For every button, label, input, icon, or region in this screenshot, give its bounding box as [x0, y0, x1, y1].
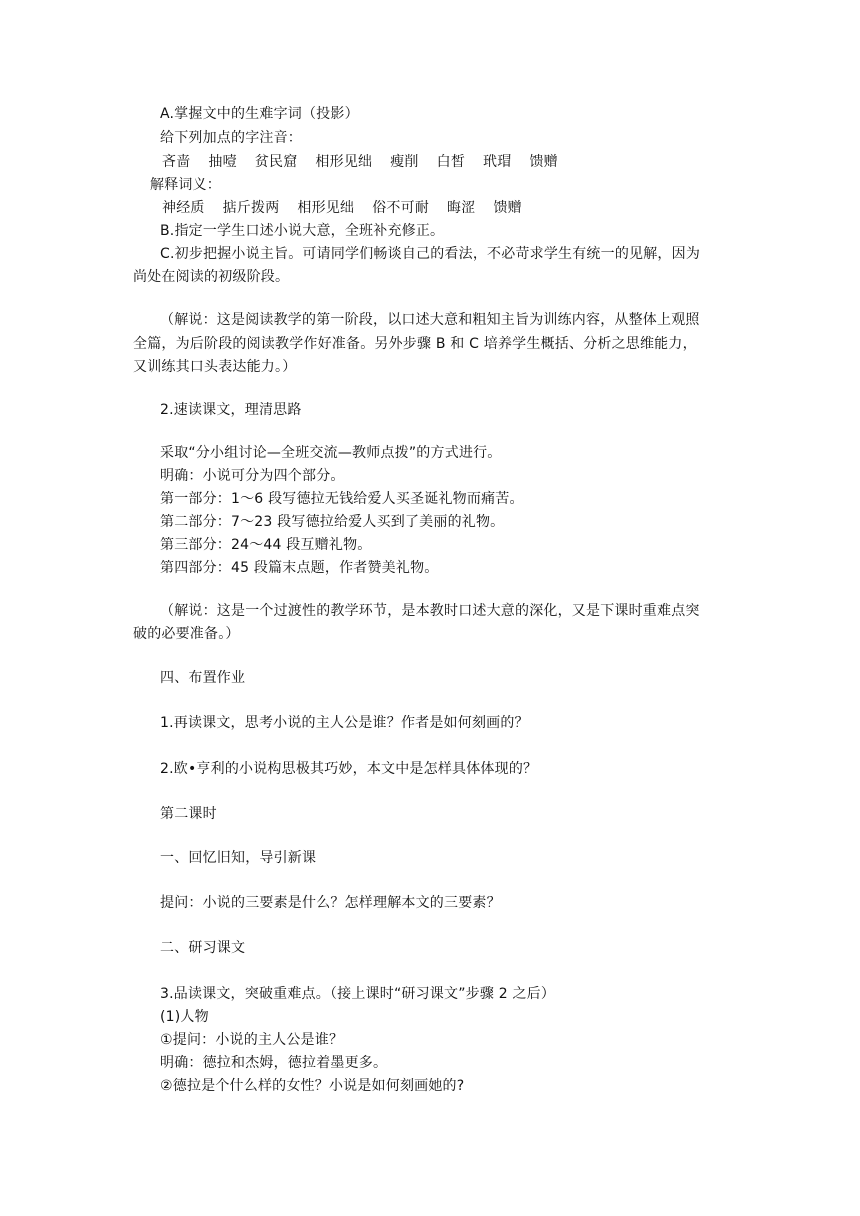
section-heading: 2.速读课文，理清思路: [160, 402, 302, 418]
pinyin-word-list: [162, 152, 576, 172]
vocab-word: 神经质: [162, 200, 205, 216]
text-line: （解说：这是阅读教学的第一阶段，以口述大意和粗知主旨为训练内容，从整体上观照: [160, 312, 700, 328]
text-line: 第四部分：45 段篇末点题，作者赞美礼物。: [160, 560, 439, 576]
pinyin-word: 贫民窟: [254, 154, 298, 170]
vocab-word: 晦涩: [447, 200, 476, 216]
text-line: 采取“分小组讨论—全班交流—教师点拨”的方式进行。: [160, 445, 502, 461]
text-line: C.初步把握小说主旨。可请同学们畅谈自己的看法，不必苛求学生有统一的见解，因为: [160, 246, 701, 262]
text-line: 3.品读课文，突破重难点。（接上课时“研习课文”步骤 2 之后）: [160, 986, 556, 1002]
text-line: 又训练其口头表达能力。）: [133, 359, 297, 375]
pinyin-word: 吝啬: [162, 154, 191, 170]
text-line: 给下列加点的字注音：: [160, 130, 302, 146]
pinyin-word: 玳瑁: [483, 154, 512, 170]
vocab-word: 相形见绌: [297, 200, 355, 216]
text-line: 破的必要准备。）: [133, 626, 240, 642]
section-heading: 四、布置作业: [160, 670, 246, 686]
text-line: B.指定一学生口述小说大意，全班补充修正。: [160, 223, 445, 239]
text-line: 1.再读课文，思考小说的主人公是谁？作者是如何刻画的？: [160, 715, 529, 731]
vocab-word: 馈赠: [493, 200, 522, 216]
text-line: （解说：这是一个过渡性的教学环节，是本教时口述大意的深化，又是下课时重难点突: [160, 603, 700, 619]
text-line: 尚处在阅读的初级阶段。: [133, 269, 290, 285]
pinyin-word: 瘦削: [390, 154, 419, 170]
vocab-word: 掂斤拨两: [222, 200, 280, 216]
text-line: A.掌握文中的生难字词（投影）: [160, 106, 359, 122]
section-heading: 二、研习课文: [160, 940, 246, 956]
text-line: 2.欧•亨利的小说构思极其巧妙，本文中是怎样具体体现的？: [160, 761, 538, 777]
section-heading: 一、回忆旧知，导引新课: [160, 850, 317, 866]
text-line: 全篇，为后阶段的阅读教学作好准备。另外步骤 B 和 C 培养学生概括、分析之思维能力，: [133, 336, 697, 352]
text-line: ②德拉是个什么样的女性？小说是如何刻画她的?: [160, 1078, 465, 1094]
pinyin-word: 抽噎: [208, 154, 237, 170]
text-line: (1)人物: [160, 1009, 209, 1025]
text-line: ①提问：小说的主人公是谁？: [160, 1032, 344, 1048]
text-line: 第二部分：7～23 段写德拉给爱人买到了美丽的礼物。: [160, 514, 505, 530]
section-heading: 第二课时: [160, 806, 217, 822]
vocab-word: 俗不可耐: [372, 200, 430, 216]
pinyin-word: 相形见绌: [315, 154, 373, 170]
pinyin-word: 白皙: [436, 154, 466, 170]
vocab-word-list: [162, 198, 540, 218]
text-line: 明确：德拉和杰姆，德拉着墨更多。: [160, 1055, 388, 1071]
text-line: 第三部分：24～44 段互赠礼物。: [160, 537, 372, 553]
text-line: 第一部分：1～6 段写德拉无钱给爱人买圣诞礼物而痛苦。: [160, 491, 524, 507]
text-line: 提问：小说的三要素是什么？怎样理解本文的三要素？: [160, 895, 501, 911]
pinyin-word: 馈赠: [529, 154, 558, 170]
text-line: 解释词义：: [150, 177, 221, 193]
text-line: 明确：小说可分为四个部分。: [160, 468, 345, 484]
